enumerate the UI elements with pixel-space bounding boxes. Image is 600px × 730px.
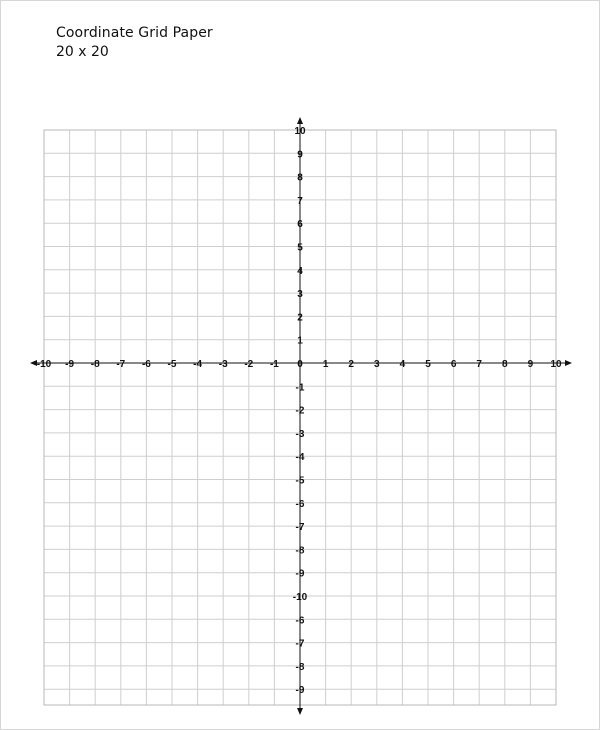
x-tick-label: 0	[297, 359, 303, 370]
x-tick-label: -4	[193, 359, 203, 370]
y-tick-label-extended: -9	[295, 685, 305, 697]
x-tick-label: -10	[36, 359, 52, 370]
x-tick-label: -6	[141, 359, 151, 370]
y-tick-label: -8	[295, 545, 305, 557]
y-tick-label: -5	[295, 475, 305, 487]
x-axis-right-arrow-icon	[565, 360, 572, 366]
y-tick-label: 3	[297, 289, 303, 301]
x-tick-label: -3	[218, 359, 228, 370]
x-tick-label: 1	[322, 359, 329, 370]
y-tick-label: 1	[297, 335, 303, 347]
page-subtitle: 20 x 20	[56, 44, 109, 60]
x-tick-label: -5	[167, 359, 177, 370]
x-tick-label: -1	[269, 359, 279, 370]
y-tick-label-extended: -8	[295, 661, 305, 673]
x-tick-label: -2	[244, 359, 254, 370]
y-tick-label: -4	[295, 452, 305, 464]
y-tick-label-extended: -7	[295, 638, 305, 650]
x-tick-label: 6	[450, 359, 457, 370]
page-title: Coordinate Grid Paper	[56, 25, 213, 41]
x-tick-label: 9	[527, 359, 534, 370]
x-tick-label: 3	[374, 359, 380, 370]
y-tick-label: 5	[297, 242, 303, 254]
x-axis-labels	[37, 359, 562, 370]
y-tick-label: -2	[295, 405, 305, 417]
x-tick-label: -9	[65, 359, 75, 370]
y-axis-down-arrow-icon	[297, 708, 303, 715]
y-tick-label: 2	[297, 312, 303, 324]
y-tick-label: -6	[295, 498, 305, 510]
y-tick-label: 4	[297, 265, 303, 277]
x-tick-label: -8	[90, 359, 100, 370]
x-tick-label: 8	[502, 359, 508, 370]
y-tick-label: 6	[297, 219, 303, 231]
x-tick-label: 4	[399, 359, 406, 370]
x-tick-label: 7	[476, 359, 482, 370]
y-tick-label: -7	[295, 522, 305, 534]
x-tick-label: 2	[348, 359, 354, 370]
y-tick-label: -1	[295, 382, 305, 394]
y-tick-label: -3	[295, 428, 305, 440]
x-tick-label: 5	[425, 359, 431, 370]
y-tick-label: 9	[297, 149, 303, 161]
y-tick-label: 8	[297, 172, 303, 184]
x-tick-label: 10	[550, 359, 562, 370]
y-tick-label-extended: -6	[295, 615, 305, 627]
x-tick-label: -7	[116, 359, 126, 370]
y-tick-label: 7	[297, 195, 303, 207]
y-tick-label: -9	[295, 568, 305, 580]
y-tick-label: -10	[292, 592, 308, 603]
y-axis-up-arrow-icon	[297, 117, 303, 124]
y-tick-label: 10	[294, 126, 306, 137]
